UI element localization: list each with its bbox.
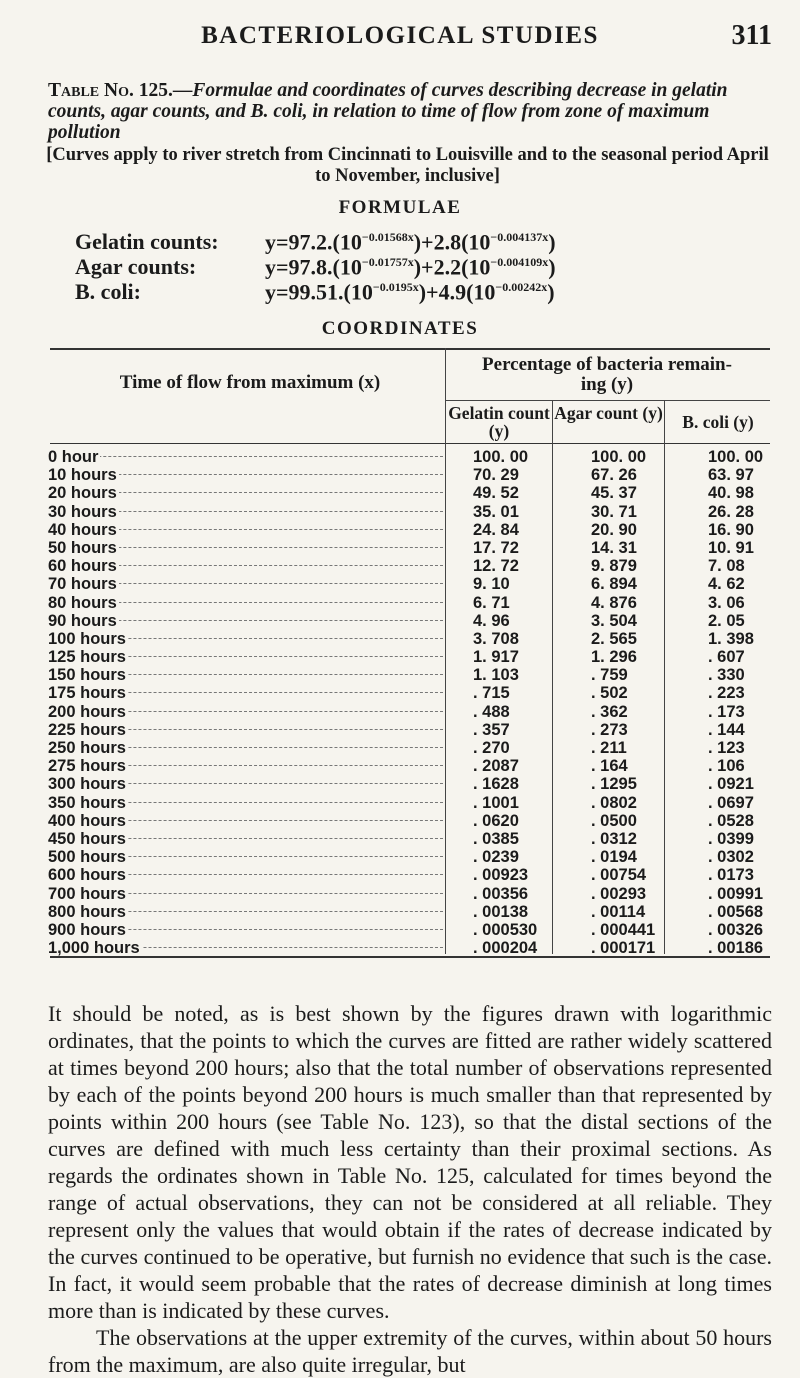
header-time: Time of flow from maximum (x) <box>119 372 381 393</box>
header-agar: Agar count (y) <box>554 403 663 423</box>
agar-cell: 14. 31 <box>591 538 637 557</box>
bcoli-cell: . 106 <box>708 757 745 776</box>
gelatin-cell: . 0239 <box>473 848 519 867</box>
bcoli-cell: . 223 <box>708 684 745 703</box>
agar-cell: . 164 <box>591 757 628 776</box>
table-bottom-rule <box>50 956 770 958</box>
agar-cell: . 0194 <box>591 848 637 867</box>
agar-cell: . 000441 <box>591 920 656 939</box>
time-cell: 10 hours <box>48 466 443 485</box>
time-cell: 0 hour <box>48 448 443 467</box>
agar-cell: 100. 00 <box>591 448 647 466</box>
coordinates-heading: COORDINATES <box>321 318 479 339</box>
table-caption <box>48 80 768 143</box>
agar-cell: . 273 <box>591 720 628 739</box>
header-gelatin: Gelatin count (y) <box>448 403 550 441</box>
time-cell: 50 hours <box>48 539 443 558</box>
bcoli-cell: . 607 <box>708 648 745 667</box>
agar-cell: 20. 90 <box>591 520 637 539</box>
formula-label: B. coli: <box>75 279 141 305</box>
page-number: 311 <box>731 20 772 51</box>
agar-cell: 6. 894 <box>591 575 637 594</box>
time-cell: 275 hours <box>48 757 443 776</box>
bcoli-cell: 7. 08 <box>708 557 745 576</box>
bcoli-cell: 3. 06 <box>708 593 745 612</box>
agar-cell: 3. 504 <box>591 611 637 630</box>
bcoli-cell: . 123 <box>708 739 745 757</box>
gelatin-cell: . 357 <box>473 720 510 739</box>
formula-expression: $y=97.2.(10^{-0.01568x})+2.8(10^{-0.004137x})$ <box>265 229 556 255</box>
gelatin-cell: 17. 72 <box>473 538 519 557</box>
agar-cell: 4. 876 <box>591 593 637 612</box>
gelatin-cell: 9. 10 <box>473 575 510 594</box>
time-cell: 900 hours <box>48 921 443 940</box>
time-cell: 225 hours <box>48 721 443 740</box>
time-cell: 450 hours <box>48 830 443 849</box>
agar-cell: . 00293 <box>591 884 647 903</box>
time-cell: 60 hours <box>48 557 443 576</box>
time-cell: 600 hours <box>48 866 443 885</box>
bcoli-cell: . 0528 <box>708 811 754 830</box>
agar-cell: . 502 <box>591 684 628 703</box>
bcoli-cell: 100. 00 <box>708 448 764 466</box>
header-percentage: Percentage of bacteria remain-ing (y) <box>482 354 732 395</box>
gelatin-cell: . 715 <box>473 684 510 703</box>
gelatin-cell: 6. 71 <box>473 593 510 612</box>
agar-cell: . 362 <box>591 702 628 721</box>
col-divider-1 <box>552 400 553 444</box>
agar-cell: 45. 37 <box>591 484 637 503</box>
gelatin-cell: 100. 00 <box>473 448 529 466</box>
agar-cell: . 00114 <box>591 902 646 921</box>
table-number: Table No. 125.— <box>48 80 193 101</box>
bcoli-cell: . 00186 <box>708 939 764 958</box>
time-cell: 20 hours <box>48 484 443 503</box>
agar-cell: . 0802 <box>591 793 637 812</box>
time-cell: 175 hours <box>48 684 443 703</box>
agar-cell: 30. 71 <box>591 502 637 521</box>
agar-cell: . 0500 <box>591 811 637 830</box>
bcoli-cell: . 330 <box>708 666 745 685</box>
agar-cell: . 0312 <box>591 829 637 848</box>
time-cell: 800 hours <box>48 903 443 922</box>
col-divider-2 <box>664 400 665 444</box>
time-cell: 40 hours <box>48 521 443 540</box>
bcoli-cell: . 144 <box>708 720 745 739</box>
body-divider-0 <box>445 443 446 954</box>
bcoli-cell: . 173 <box>708 702 745 721</box>
group-header-rule <box>445 400 770 401</box>
gelatin-cell: 12. 72 <box>473 557 519 576</box>
gelatin-cell: . 000530 <box>473 920 538 939</box>
gelatin-cell: . 00138 <box>473 902 529 921</box>
gelatin-cell: 4. 96 <box>473 611 510 630</box>
time-cell: 80 hours <box>48 594 443 613</box>
bcoli-cell: . 0173 <box>708 866 754 885</box>
time-cell: 350 hours <box>48 794 443 813</box>
gelatin-cell: . 00356 <box>473 884 529 903</box>
header-bcoli: B. coli (y) <box>682 412 754 432</box>
header-divider <box>445 348 446 444</box>
time-cell: 1,000 hours <box>48 939 443 958</box>
time-cell: 100 hours <box>48 630 443 649</box>
gelatin-cell: . 0385 <box>473 829 519 848</box>
gelatin-cell: 3. 708 <box>473 629 519 648</box>
gelatin-cell: . 000204 <box>473 939 538 958</box>
gelatin-cell: 1. 103 <box>473 666 519 685</box>
bcoli-cell: . 0697 <box>708 793 754 812</box>
bcoli-cell: . 00326 <box>708 920 764 939</box>
body-divider-1 <box>552 443 553 954</box>
running-head <box>0 20 800 54</box>
bcoli-cell: . 00991 <box>708 884 764 903</box>
agar-cell: . 1295 <box>591 775 637 794</box>
gelatin-cell: . 00923 <box>473 866 529 885</box>
agar-cell: . 000171 <box>591 939 656 958</box>
gelatin-cell: 70. 29 <box>473 466 519 485</box>
table-title: Formulae and coordinates of curves describing decrease in gelatin counts, agar counts, and B. coli, in relation to time of flow from zone of maximum pollution <box>48 80 728 143</box>
gelatin-cell: . 0620 <box>473 811 519 830</box>
paragraph: It should be noted, as is best shown by the figures drawn with logarithmic ordinates, that the points to which the curves are fitted are rather widely scattered at times beyond 200 hours; also that the total number of observations represented by each of the points beyond 200 hours is much smaller than that represented by points within 200 hours (see Table No. 123), so that the distal sections of the curves are defined with much less certainty than their proximal sections. As regards the ordinates shown in Table No. 125, calculated for times beyond the range of actual observations, they can not be considered at all reliable. They represent only the values that would obtain if the rates of decrease indicated by the curves continued to be operative, but furnish no evidence that such is the case. In fact, it would seem probable that the rates of decrease diminish at long times more than is indicated by these curves. <box>48 1001 772 1323</box>
time-cell: 300 hours <box>48 775 443 794</box>
bcoli-cell: 1. 398 <box>708 629 754 648</box>
gelatin-cell: 1. 917 <box>473 648 519 667</box>
agar-cell: 67. 26 <box>591 466 637 485</box>
formulae-heading: FORMULAE <box>338 197 462 218</box>
body-divider-2 <box>664 443 665 954</box>
table-scope-note: [Curves apply to river stretch from Cincinnati to Louisville and to the seasonal period April to November, inclusive] <box>46 145 769 186</box>
agar-cell: . 759 <box>591 666 628 685</box>
gelatin-cell: . 1001 <box>473 793 519 812</box>
formula-line <box>75 275 555 304</box>
formula-label: Gelatin counts: <box>75 229 219 255</box>
time-cell: 500 hours <box>48 848 443 867</box>
bcoli-cell: 16. 90 <box>708 520 754 539</box>
bcoli-cell: 63. 97 <box>708 466 754 485</box>
bcoli-cell: 26. 28 <box>708 502 754 521</box>
paragraph: The observations at the upper extremity of the curves, within about 50 hours from the maximum, are also quite irregular, but <box>48 1325 772 1377</box>
gelatin-cell: 49. 52 <box>473 484 519 503</box>
time-cell: 200 hours <box>48 703 443 722</box>
gelatin-cell: 35. 01 <box>473 502 519 521</box>
formula-expression: $y=99.51.(10^{-0.0195x})+4.9(10^{-0.00242x})$ <box>265 279 555 305</box>
gelatin-cell: . 1628 <box>473 775 519 794</box>
bcoli-cell: . 00568 <box>708 902 764 921</box>
time-cell: 400 hours <box>48 812 443 831</box>
gelatin-cell: . 2087 <box>473 757 519 776</box>
gelatin-cell: 24. 84 <box>473 520 519 539</box>
agar-cell: 1. 296 <box>591 648 637 667</box>
time-cell: 90 hours <box>48 612 443 631</box>
agar-cell: 2. 565 <box>591 629 637 648</box>
body-text <box>48 1000 772 1378</box>
formula-label: Agar counts: <box>75 254 197 280</box>
header-bottom-rule <box>50 443 770 444</box>
bcoli-cell: 10. 91 <box>708 538 754 557</box>
gelatin-cell: . 488 <box>473 702 510 721</box>
agar-cell: . 00754 <box>591 866 647 885</box>
bcoli-cell: . 0921 <box>708 775 754 794</box>
bcoli-cell: 40. 98 <box>708 484 754 503</box>
table-top-rule <box>50 348 770 350</box>
time-cell: 700 hours <box>48 885 443 904</box>
bcoli-cell: 2. 05 <box>708 611 745 630</box>
time-cell: 150 hours <box>48 666 443 685</box>
time-cell: 30 hours <box>48 503 443 522</box>
bcoli-cell: . 0302 <box>708 848 754 867</box>
bcoli-cell: 4. 62 <box>708 575 745 594</box>
running-title: BACTERIOLOGICAL STUDIES <box>201 22 599 49</box>
gelatin-cell: . 270 <box>473 739 510 757</box>
bcoli-cell: . 0399 <box>708 829 754 848</box>
time-cell: 70 hours <box>48 575 443 594</box>
time-cell: 125 hours <box>48 648 443 667</box>
agar-cell: 9. 879 <box>591 557 637 576</box>
agar-cell: . 211 <box>591 739 627 757</box>
formula-expression: $y=97.8.(10^{-0.01757x})+2.2(10^{-0.004109x})$ <box>265 254 556 280</box>
time-cell: 250 hours <box>48 739 443 758</box>
